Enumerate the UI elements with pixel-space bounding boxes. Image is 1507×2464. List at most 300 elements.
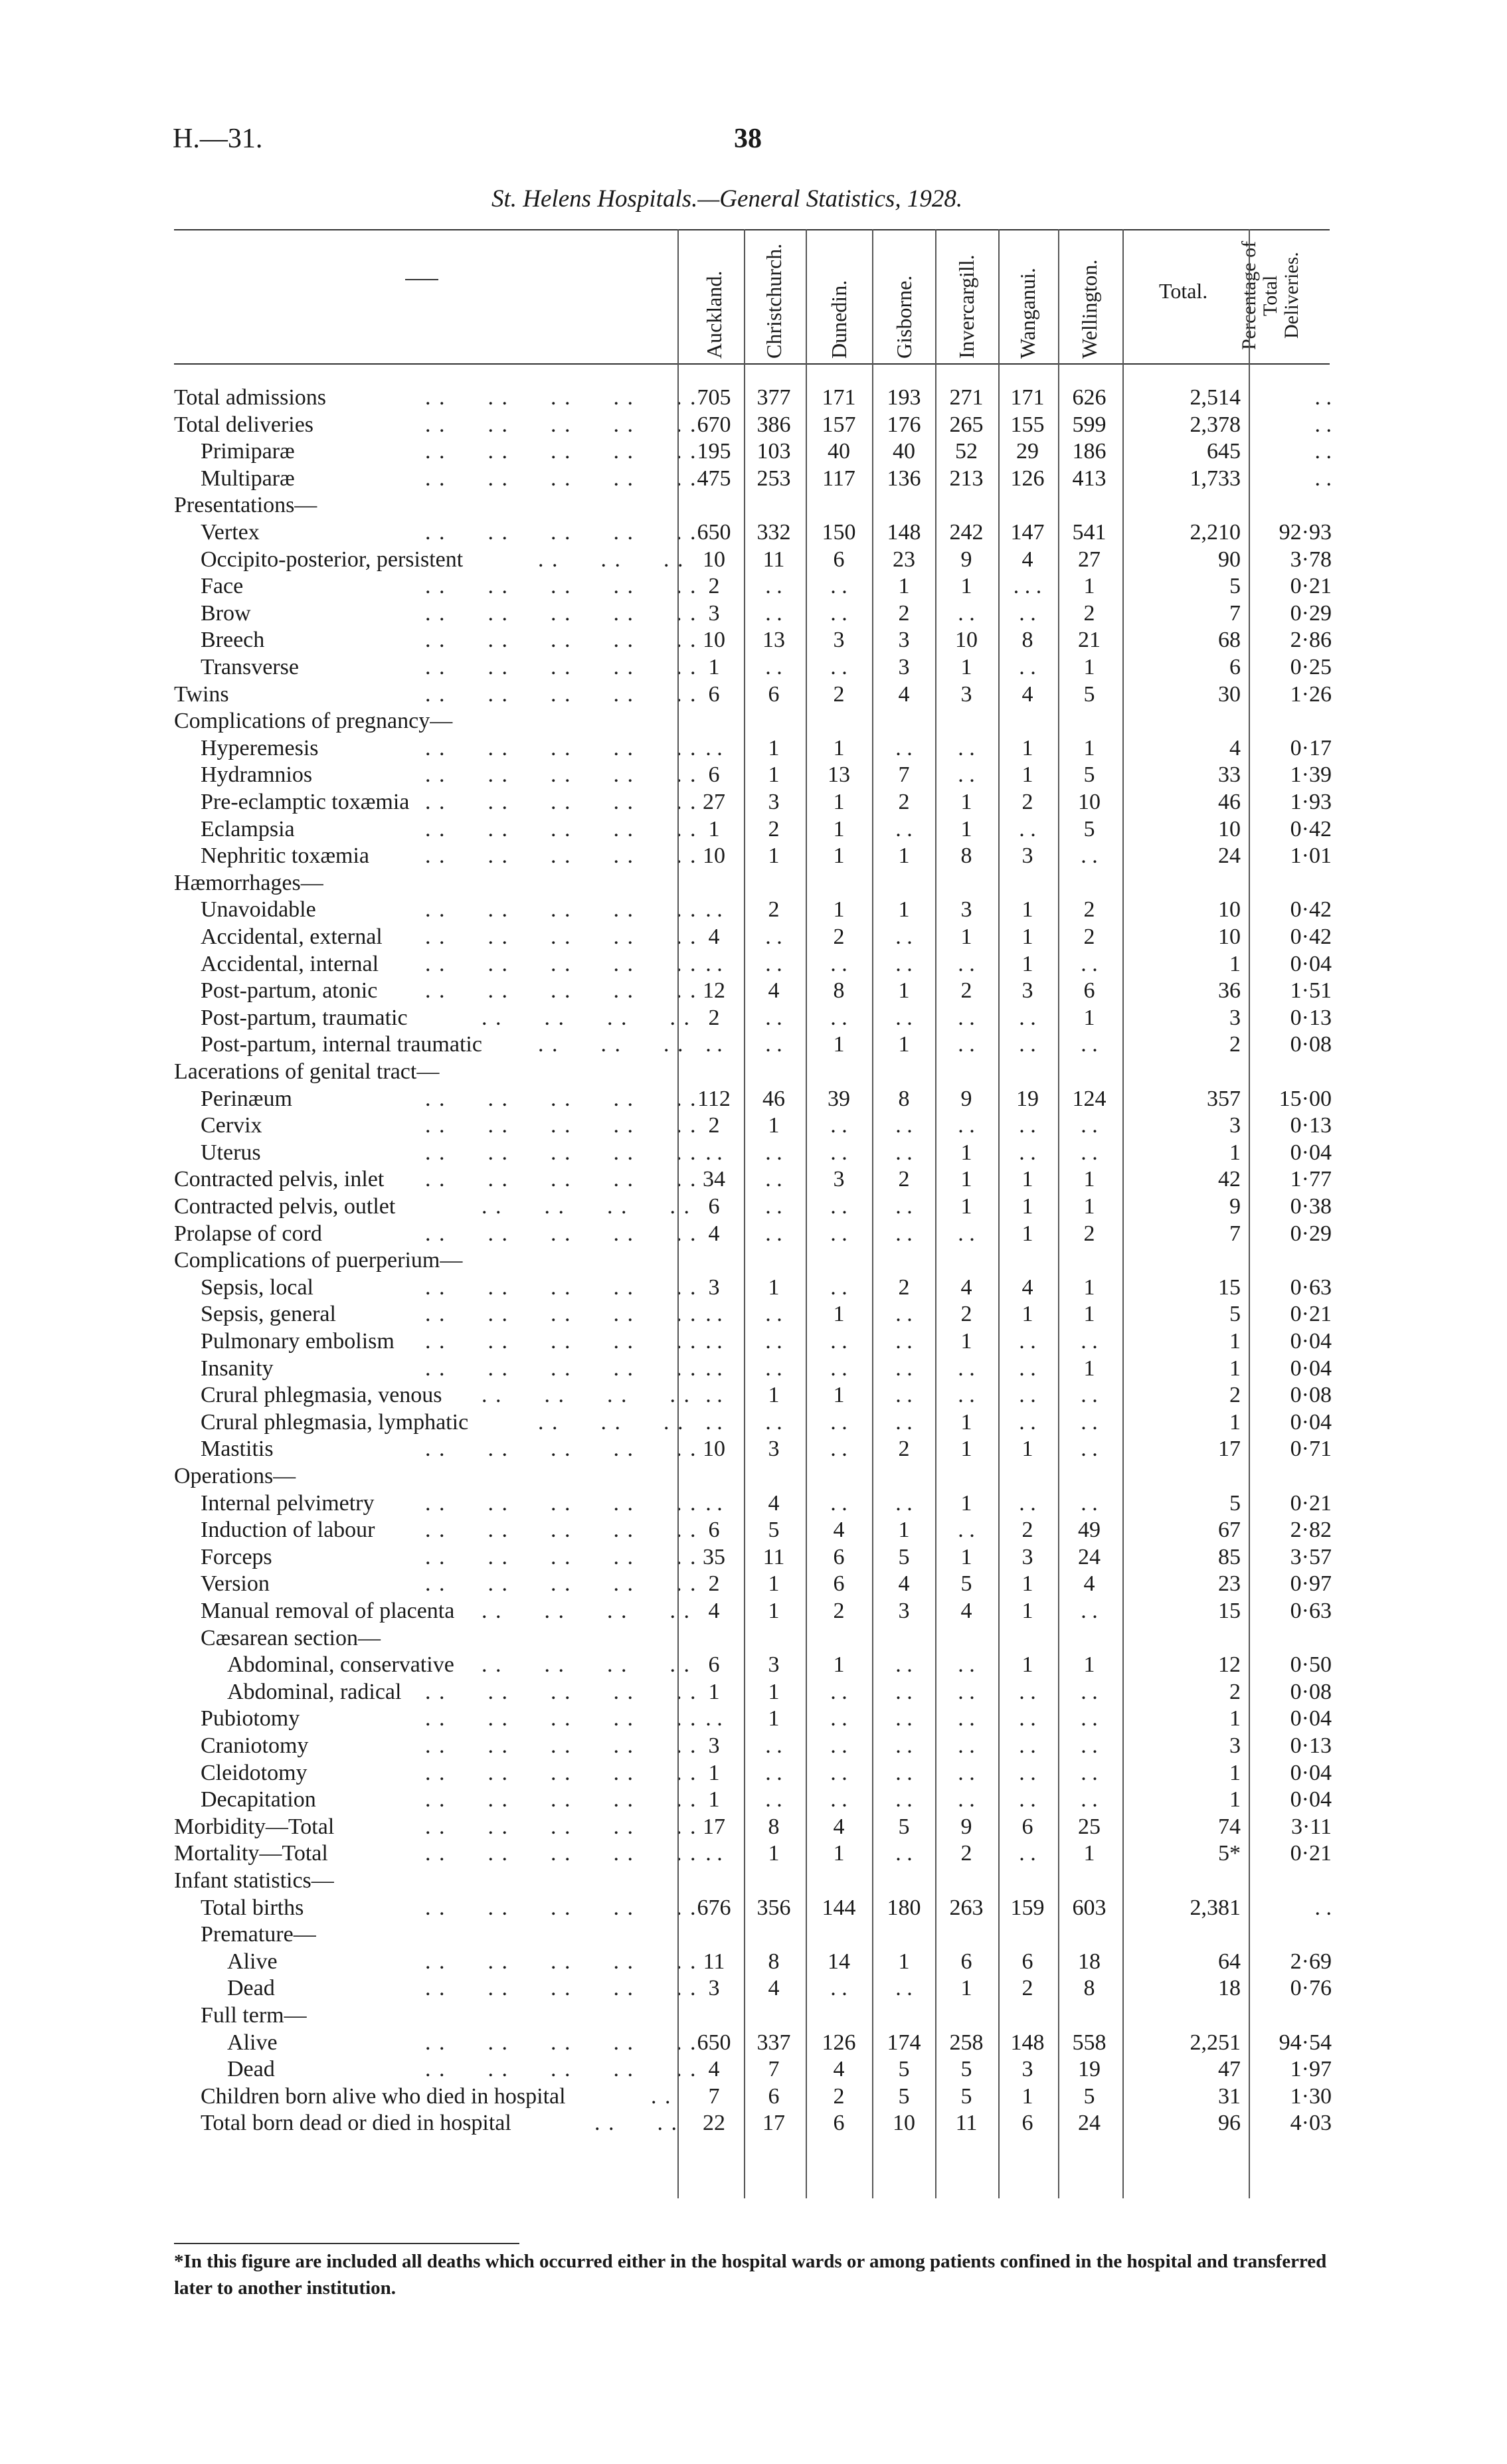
row-label: Alive [227,1949,278,1974]
table-cell: 8 [1021,628,1033,653]
header-bottom-rule [174,363,1330,365]
table-cell: 3 [768,790,780,814]
table-cell: 174 [887,2030,921,2055]
table-cell: 1 [1021,762,1033,788]
table-cell: 42 [1218,1167,1241,1192]
table-cell: 1·26 [1290,681,1332,707]
table-cell: . . [765,1032,782,1057]
row-label: Primiparæ [201,439,295,464]
table-cell: . . [1019,1787,1036,1812]
row-label: Contracted pelvis, inlet [174,1167,385,1192]
table-cell: 1 [833,1841,845,1866]
stub-header-dash [405,279,438,280]
table-cell: 103 [756,439,791,464]
table-cell: 25 [1078,1814,1101,1839]
table-cell: 3 [1021,978,1033,1004]
table-cell: 4 [960,1275,972,1300]
table-cell: 265 [949,412,984,437]
table-cell: 1 [960,1194,972,1219]
table-cell: 2 [1083,924,1095,949]
table-cell: 0·97 [1290,1571,1332,1597]
table-cell: 1 [708,1679,720,1704]
table-cell: 332 [756,520,791,545]
table-cell: . . [1019,1140,1036,1165]
table-cell: . . [895,1302,913,1327]
row-label: Abdominal, conservative [227,1652,454,1678]
table-cell: 5 [898,2083,910,2109]
table-cell: 10 [1078,790,1101,814]
table-cell: 2 [1083,1221,1095,1246]
table-cell: 4 [960,1599,972,1623]
table-cell: 3·57 [1290,1544,1332,1569]
table-cell: 18 [1078,1949,1101,1974]
table-cell: 9 [960,1814,972,1839]
leader-dots: . . . . . . . . . . [425,1140,697,1165]
table-cell: 148 [887,520,921,545]
table-cell: 5 [960,2057,972,2082]
table-cell: 150 [822,520,856,545]
table-cell: 52 [955,439,978,464]
table-cell: 1 [960,1544,972,1569]
table-cell: 413 [1072,466,1107,491]
table-cell: 1 [960,655,972,679]
table-cell: 4 [708,2057,720,2082]
table-cell: 147 [1010,520,1045,545]
table-cell: 6 [1021,1949,1033,1974]
table-cell: 1 [833,790,845,814]
table-cell: 23 [1218,1571,1241,1597]
table-cell: 2,210 [1190,520,1241,545]
table-cell: 1 [1229,1409,1241,1435]
table-cell: 148 [1010,2030,1045,2055]
table-cell: 193 [887,385,921,410]
table-cell: 1 [898,843,910,869]
table-cell: 15 [1218,1599,1241,1623]
table-cell: 6 [833,547,845,572]
row-label: Total born dead or died in hospital [201,2111,511,2136]
table-cell: . . [958,951,975,976]
table-cell: . . [895,1005,913,1030]
table-cell: 4 [768,978,780,1004]
leader-dots: . . . . . . . . . . [425,520,697,545]
table-cell: 4 [898,1571,910,1597]
table-cell: 40 [828,439,850,464]
table-cell: 5 [1083,2083,1095,2109]
table-cell: 1 [960,790,972,814]
leader-dots: . . . . [594,2111,678,2136]
table-cell: 705 [697,385,731,410]
row-label: Cervix [201,1113,262,1138]
table-cell: 94·54 [1279,2030,1332,2055]
table-cell: 4 [708,924,720,949]
table-cell: 24 [1218,843,1241,869]
row-label: Children born alive who died in hospital [201,2083,566,2109]
table-cell: 1 [1229,1329,1241,1354]
table-cell: . . [830,600,847,626]
leader-dots: . . . . . . . . [482,1383,691,1408]
table-cell: 0·08 [1290,1383,1332,1408]
table-cell: 1 [1229,1706,1241,1731]
table-cell: . . [830,1275,847,1300]
row-label: Manual removal of placenta [201,1599,455,1623]
table-cell: . . [1019,1032,1036,1057]
table-cell: 5 [1229,574,1241,599]
table-cell: . . [958,1733,975,1758]
table-cell: . . [958,735,975,760]
table-cell: 1 [1229,1787,1241,1812]
row-label: Crural phlegmasia, lymphatic [201,1409,469,1435]
table-cell: . . [765,951,782,976]
table-cell: 180 [887,1895,921,1920]
table-cell: . . [765,1733,782,1758]
table-cell: . . [1019,1760,1036,1785]
table-cell: 1 [1229,1760,1241,1785]
table-cell: . . [830,1706,847,1731]
table-cell: 0·25 [1290,655,1332,679]
table-cell: . . [705,1383,723,1408]
table-cell: 157 [822,412,856,437]
leader-dots: . . . . . . [538,1409,685,1435]
table-cell: 541 [1072,520,1107,545]
table-cell: 1 [960,924,972,949]
table-cell: 17 [703,1814,725,1839]
table-cell: 0·29 [1290,600,1332,626]
leader-dots: . . . . . . . . [482,1652,691,1678]
leader-dots: . . . . . . [538,547,685,572]
table-cell: 24 [1078,2111,1101,2136]
table-cell: 2 [708,1113,720,1138]
table-cell: 2 [898,790,910,814]
leader-dots: . . . . . . . . . . [425,1949,697,1974]
leader-dots: . . . . . . . . . . [425,1976,697,2001]
table-cell: . . [958,1032,975,1057]
table-cell: . . [958,1356,975,1381]
table-cell: 1 [898,1032,910,1057]
table-cell: . . [895,1113,913,1138]
row-label: Perinæum [201,1086,292,1111]
row-label: Full term— [201,2003,307,2028]
table-cell: . . [1081,1329,1098,1354]
table-cell: 2 [960,1302,972,1327]
table-cell: . . [1019,1706,1036,1731]
table-cell: 4 [1229,735,1241,760]
table-cell: 3 [833,1167,845,1192]
table-cell: . . [705,951,723,976]
table-cell: 1·97 [1290,2057,1332,2082]
leader-dots: . . . . . . . . . . [425,924,697,949]
table-cell: . . [895,1221,913,1246]
table-cell: . . [705,1356,723,1381]
table-cell: 0·13 [1290,1113,1332,1138]
table-cell: 0·50 [1290,1652,1332,1678]
row-label: Operations— [174,1464,296,1488]
table-cell: 10 [703,547,725,572]
table-cell: . . [765,574,782,599]
table-cell: 1 [768,762,780,788]
table-cell: 3 [960,897,972,923]
table-cell: 4 [898,681,910,707]
table-cell: 0·76 [1290,1976,1332,2001]
table-cell: 2 [768,897,780,923]
table-cell: 1 [1083,1652,1095,1678]
table-cell: 29 [1016,439,1039,464]
table-cell: 1 [1021,1302,1033,1327]
table-cell: 14 [828,1949,850,1974]
table-cell: 2 [1021,790,1033,814]
table-cell: . . [1081,1787,1098,1812]
table-cell: . . [765,655,782,679]
row-label: Version [201,1571,270,1597]
leader-dots: . . . . . . . . . . [425,790,697,814]
table-cell: 2 [833,2083,845,2109]
footnote: *In this figure are included all deaths which occurred either in the hospital wards or among patients confined in the hospital and transferred later to another institution. [174,2251,1327,2299]
table-cell: 1 [960,574,972,599]
table-cell: 27 [1078,547,1101,572]
table-cell: 0·42 [1290,924,1332,949]
table-cell: 11 [955,2111,978,2136]
table-cell: 1 [1083,1275,1095,1300]
table-cell: . . [765,1194,782,1219]
leader-dots: . . . . . . . . . . [425,1544,697,1569]
row-label: Forceps [201,1544,272,1569]
table-cell: . . [958,1787,975,1812]
table-cell: 10 [893,2111,915,2136]
table-cell: . . [830,951,847,976]
table-cell: . . [1314,439,1332,464]
table-cell: 35 [703,1544,725,1569]
table-cell: 2,381 [1190,1895,1241,1920]
table-cell: . . [1081,1383,1098,1408]
table-cell: 0·08 [1290,1679,1332,1704]
leader-dots: . . . . . . [538,1032,685,1057]
table-cell: 34 [703,1167,725,1192]
table-cell: 1 [1229,1140,1241,1165]
table-cell: 3 [708,1733,720,1758]
table-cell: 2 [1021,1976,1033,2001]
table-cell: . . [958,1113,975,1138]
table-cell: . . [705,1490,723,1516]
table-cell: 92·93 [1279,520,1332,545]
leader-dots: . . . . . . . . . . [425,1167,697,1192]
row-label: Complications of pregnancy— [174,709,453,734]
table-cell: 112 [697,1086,731,1111]
table-cell: . . [830,1976,847,2001]
table-cell: 2 [1021,1518,1033,1543]
table-cell: 136 [887,466,921,491]
table-cell: 1 [960,1437,972,1462]
leader-dots: . . . . . . . . . . [425,1814,697,1839]
table-cell: 7 [1229,1221,1241,1246]
row-label: Occipito-posterior, persistent [201,547,464,572]
table-cell: 356 [756,1895,791,1920]
table-cell: . . [895,1733,913,1758]
table-cell: 599 [1072,412,1107,437]
table-cell: . . [895,924,913,949]
leader-dots: . . . . . . . . . . [425,1221,697,1246]
row-label: Eclampsia [201,816,295,841]
table-cell: 24 [1078,1544,1101,1569]
table-cell: 5 [1229,1490,1241,1516]
table-cell: 4·03 [1290,2111,1332,2136]
table-cell: . . [765,1221,782,1246]
table-cell: 171 [1010,385,1045,410]
leader-dots: . . . . . . . . . . [425,1113,697,1138]
table-cell: 10 [703,1437,725,1462]
page-number: 38 [734,124,762,154]
table-cell: . . [765,1409,782,1435]
table-cell: 30 [1218,681,1241,707]
table-cell: . . [830,1194,847,1219]
row-label: Cæsarean section— [201,1625,381,1650]
row-label: Complications of puerperium— [174,1248,463,1273]
table-cell: 1 [1021,1652,1033,1678]
table-cell: 3·78 [1290,547,1332,572]
table-cell: 3 [1021,1544,1033,1569]
table-cell: 1 [1021,924,1033,949]
table-cell: 46 [762,1086,785,1111]
table-cell: 3·11 [1290,1814,1332,1839]
table-cell: . . [1081,1140,1098,1165]
table-cell: 11 [762,1544,785,1569]
row-label: Decapitation [201,1787,316,1812]
table-cell: 2 [833,681,845,707]
table-cell: 8 [1083,1976,1095,2001]
table-cell: 626 [1072,385,1107,410]
table-cell: 1 [898,897,910,923]
table-cell: 2·86 [1290,628,1332,653]
table-cell: 10 [1218,816,1241,841]
document-reference: H.—31. [173,124,263,154]
table-cell: 85 [1218,1544,1241,1569]
row-label: Hæmorrhages— [174,870,323,895]
table-cell: 0·29 [1290,1221,1332,1246]
table-cell: 1 [1021,1571,1033,1597]
row-label: Hydramnios [201,762,313,788]
leader-dots: . . . . . . . . . . [425,762,697,788]
leader-dots: . . . . . . . . . . [425,2057,697,2082]
table-cell: 6 [833,1571,845,1597]
leader-dots: . . . . . . . . . . [425,951,697,976]
column-divider [744,229,745,2198]
table-cell: . . [1081,1706,1098,1731]
table-cell: 0·21 [1290,574,1332,599]
row-label: Dead [227,2057,275,2082]
table-cell: . . [705,1032,723,1057]
table-cell: . . [1081,1032,1098,1057]
table-cell: 1 [768,1383,780,1408]
table-cell: . . [830,1733,847,1758]
table-cell: 3 [768,1652,780,1678]
table-cell: 645 [1207,439,1241,464]
row-label: Post-partum, traumatic [201,1005,408,1030]
table-cell: 2 [1229,1383,1241,1408]
table-cell: . . [895,951,913,976]
table-cell: 2 [708,574,720,599]
table-cell: . . [830,1005,847,1030]
table-cell: 6 [708,762,720,788]
table-cell: 5 [898,1544,910,1569]
column-header: Wellington. [1077,259,1101,359]
column-divider [872,229,873,2198]
table-cell: 1 [1021,1194,1033,1219]
table-cell: 159 [1010,1895,1045,1920]
row-label: Multiparæ [201,466,295,491]
row-label: Vertex [201,520,260,545]
table-cell: 8 [833,978,845,1004]
column-header: Wanganui. [1016,268,1039,359]
table-cell: 1 [960,1409,972,1435]
leader-dots: . . . . . . . . . . [425,1490,697,1516]
leader-dots: . . . . . . . . . . [425,1275,697,1300]
row-label: Total births [201,1895,304,1920]
leader-dots: . . . . . . . . . . [425,466,697,491]
leader-dots: . . . . . . . . . . [425,1518,697,1543]
table-cell: 0·04 [1290,951,1332,976]
table-cell: 1 [1083,574,1095,599]
row-label: Breech [201,628,265,653]
table-cell: 6 [833,2111,845,2136]
table-cell: 7 [708,2083,720,2109]
row-label: Hyperemesis [201,735,319,760]
table-cell: 1 [768,1275,780,1300]
table-cell: 1 [1021,897,1033,923]
table-cell: . . . [1013,574,1042,599]
table-cell: 242 [949,520,984,545]
table-cell: 12 [1218,1652,1241,1678]
table-cell: 6 [708,1652,720,1678]
table-cell: 1 [1083,1302,1095,1327]
table-cell: 4 [768,1976,780,2001]
column-divider [677,229,679,2198]
row-label: Face [201,574,244,599]
row-label: Nephritic toxæmia [201,843,370,869]
table-cell: 0·21 [1290,1841,1332,1866]
table-cell: 4 [1021,547,1033,572]
leader-dots: . . . . . . . . . . [425,816,697,841]
table-cell: 0·42 [1290,897,1332,923]
table-cell: 1 [1229,1356,1241,1381]
leader-dots: . . . . . . . . . . [425,385,697,410]
table-cell: 1·77 [1290,1167,1332,1192]
table-cell: 126 [1010,466,1045,491]
table-cell: 5 [960,1571,972,1597]
table-cell: 67 [1218,1518,1241,1543]
table-title: St. Helens Hospitals.—General Statistics, 1928. [491,185,963,213]
table-cell: 2·69 [1290,1949,1332,1974]
table-cell: 4 [1021,681,1033,707]
leader-dots: . . . . . . . . . . [425,1760,697,1785]
table-cell: 2,251 [1190,2030,1241,2055]
leader-dots: . . . . . . . . . . [425,897,697,923]
leader-dots: . . . . . . . . . . [425,1679,697,1704]
table-cell: . . [830,1356,847,1381]
table-cell: 31 [1218,2083,1241,2109]
table-cell: 0·13 [1290,1733,1332,1758]
table-cell: 0·04 [1290,1356,1332,1381]
table-cell: 1 [1021,1167,1033,1192]
table-cell: 1 [1021,735,1033,760]
table-cell: . . [1081,1599,1098,1623]
table-cell: 5 [898,2057,910,2082]
table-cell: . . [895,1652,913,1678]
table-cell: 1 [708,1760,720,1785]
table-cell: . . [895,1329,913,1354]
column-header: Invercargill. [954,254,978,359]
table-cell: 1 [768,1706,780,1731]
leader-dots: . . . . . . . . . . [425,1787,697,1812]
table-cell: . . [830,1490,847,1516]
row-label: Post-partum, internal traumatic [201,1032,482,1057]
